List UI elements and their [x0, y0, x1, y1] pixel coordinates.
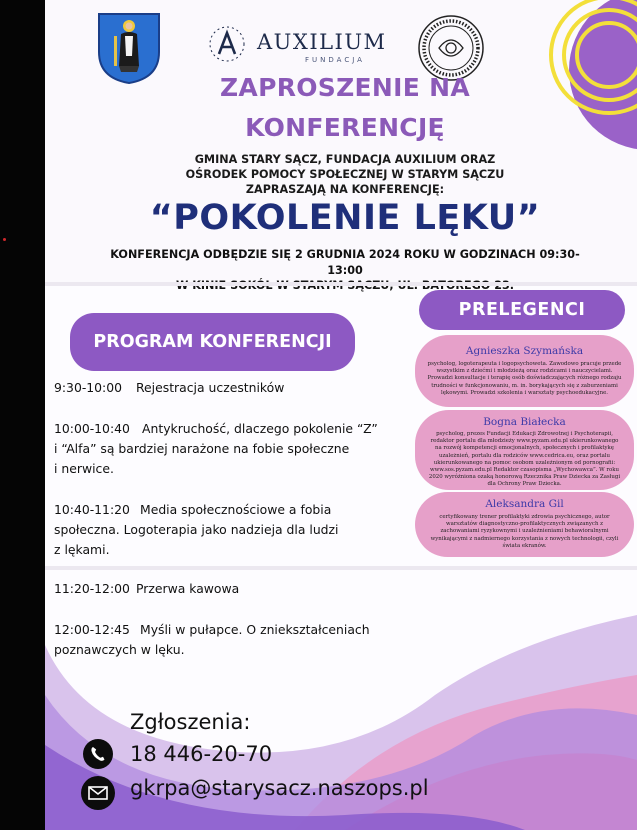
- email-address[interactable]: gkrpa@starysacz.naszops.pl: [130, 776, 429, 800]
- program-heading: PROGRAM KONFERENCJI: [70, 313, 355, 371]
- speaker-card: [415, 335, 634, 407]
- speaker-name: Agnieszka Szymańska: [465, 345, 584, 357]
- ops-seal-icon: [417, 14, 485, 82]
- organizers-line1: GMINA STARY SĄCZ, FUNDACJA AUXILIUM ORAZ: [194, 153, 496, 166]
- section-divider: [45, 282, 637, 286]
- program-time: 10:40-11:20: [54, 502, 130, 517]
- organizers-line3: ZAPRASZAJĄ NA KONFERENCJĘ:: [245, 183, 445, 196]
- conference-details: [100, 247, 590, 294]
- speaker-name: Bogna Białecka: [483, 416, 566, 428]
- auxilium-logo-icon: [205, 24, 249, 64]
- registration-label: Zgłoszenia:: [130, 710, 251, 734]
- program-item: [54, 500, 386, 560]
- phone-number[interactable]: 18 446-20-70: [130, 742, 273, 766]
- program-title-line2: społeczna. Logoterapia jako nadzieja dla ludzi: [54, 522, 339, 537]
- program-title-line3: z lękami.: [54, 542, 110, 557]
- coat-of-arms-icon: [97, 12, 161, 84]
- organizers-line2: OŚRODEK POMOCY SPOŁECZNEJ W STARYM SĄCZU: [185, 168, 505, 181]
- program-title-line1: Myśli w pułapce. O zniekształceniach: [140, 622, 370, 637]
- invitation-title-line2: KONFERENCJĘ: [245, 113, 445, 142]
- poster: [45, 0, 637, 830]
- program-item: [54, 419, 386, 479]
- program-title-line1: Antykruchość, dlaczego pokolenie “Z”: [142, 421, 378, 436]
- program-title-line1: Media społecznościowe a fobia: [140, 502, 332, 517]
- speakers-heading: PRELEGENCI: [419, 290, 625, 330]
- invitation-title-line1: ZAPROSZENIE NA: [220, 73, 470, 102]
- auxilium-logo-subtext: FUNDACJA: [305, 56, 365, 64]
- section-divider: [45, 566, 637, 570]
- auxilium-logo-text: AUXILIUM: [257, 30, 387, 54]
- program-title: Przerwa kawowa: [136, 581, 240, 596]
- program-time: 10:00-10:40: [54, 421, 130, 436]
- program-title: Rejestracja uczestników: [136, 380, 285, 395]
- program-time: 11:20-12:00: [54, 581, 130, 596]
- speaker-card: [415, 410, 634, 490]
- phone-icon: [83, 739, 113, 769]
- program-title-line2: i “Alfa” są bardziej narażone na fobie społeczne: [54, 441, 350, 456]
- details-line1: KONFERENCJA ODBĘDZIE SIĘ 2 GRUDNIA 2024 ROKU W GODZINACH 09:30-13:00: [110, 248, 580, 277]
- speaker-bio: psycholog, prezes Fundacji Edukacji Zdrowotnej i Psychoterapii, redaktor portalu dla młodzieży www.pyzam.edu.pl ukierunkowanego na rozwój kompetencji emocjonalnych, społecznych i profilaktykę uzależnień, portalu dla rodziców www.cedrica.eu, oraz portalu ukierunkowanego na pomoc osobom uzależnionym od pornografii: www.sos.pyzam.edu.pl Redaktor czasopisma „Wychowawca”. W roku 2020 wyróżniona ozaką honorową Rzecznika Praw Dziecka za Zasługi dla Ochrony Praw Dziecka.: [428, 431, 621, 488]
- speaker-bio: certyfikowany trener profilaktyki zdrowia psychicznego, autor warsztatów diagnostyczno-profilaktycznych związanych z zachowaniami ryzykownymi i uzależnieniami behawioralnymi wynikającymi z nadmiernego korzystania z nowych technologii, czyli świata ekranów.: [430, 514, 619, 549]
- speaker-card: [415, 492, 634, 557]
- red-dot: [3, 238, 6, 241]
- conference-name: “POKOLENIE LĘKU”: [149, 198, 541, 238]
- program-time: 12:00-12:45: [54, 622, 130, 637]
- program-title-line2: poznawczych w lęku.: [54, 642, 185, 657]
- speaker-bio: psycholog, logoterapeuta i logopsychoweta. Zawodowo pracuje przede wszystkim z dziećmi i młodzieżą oraz rodzicami i nauczycielami. Prowadzi konsultacje i terapię osób doświadczających różnego rodzaju trudności w funkcjonowaniu, m. in. borykających się z zaburzeniami lękowymi. Prowadzi szkolenia i warsztaty psychoedukacyjne.: [427, 361, 622, 396]
- program-title-line3: i nerwice.: [54, 461, 114, 476]
- program-time: 9:30-10:00: [54, 380, 123, 395]
- program-item: [54, 378, 386, 398]
- left-black-bar: [0, 0, 45, 830]
- speaker-name: Aleksandra Gil: [485, 498, 564, 510]
- envelope-icon: [81, 776, 115, 810]
